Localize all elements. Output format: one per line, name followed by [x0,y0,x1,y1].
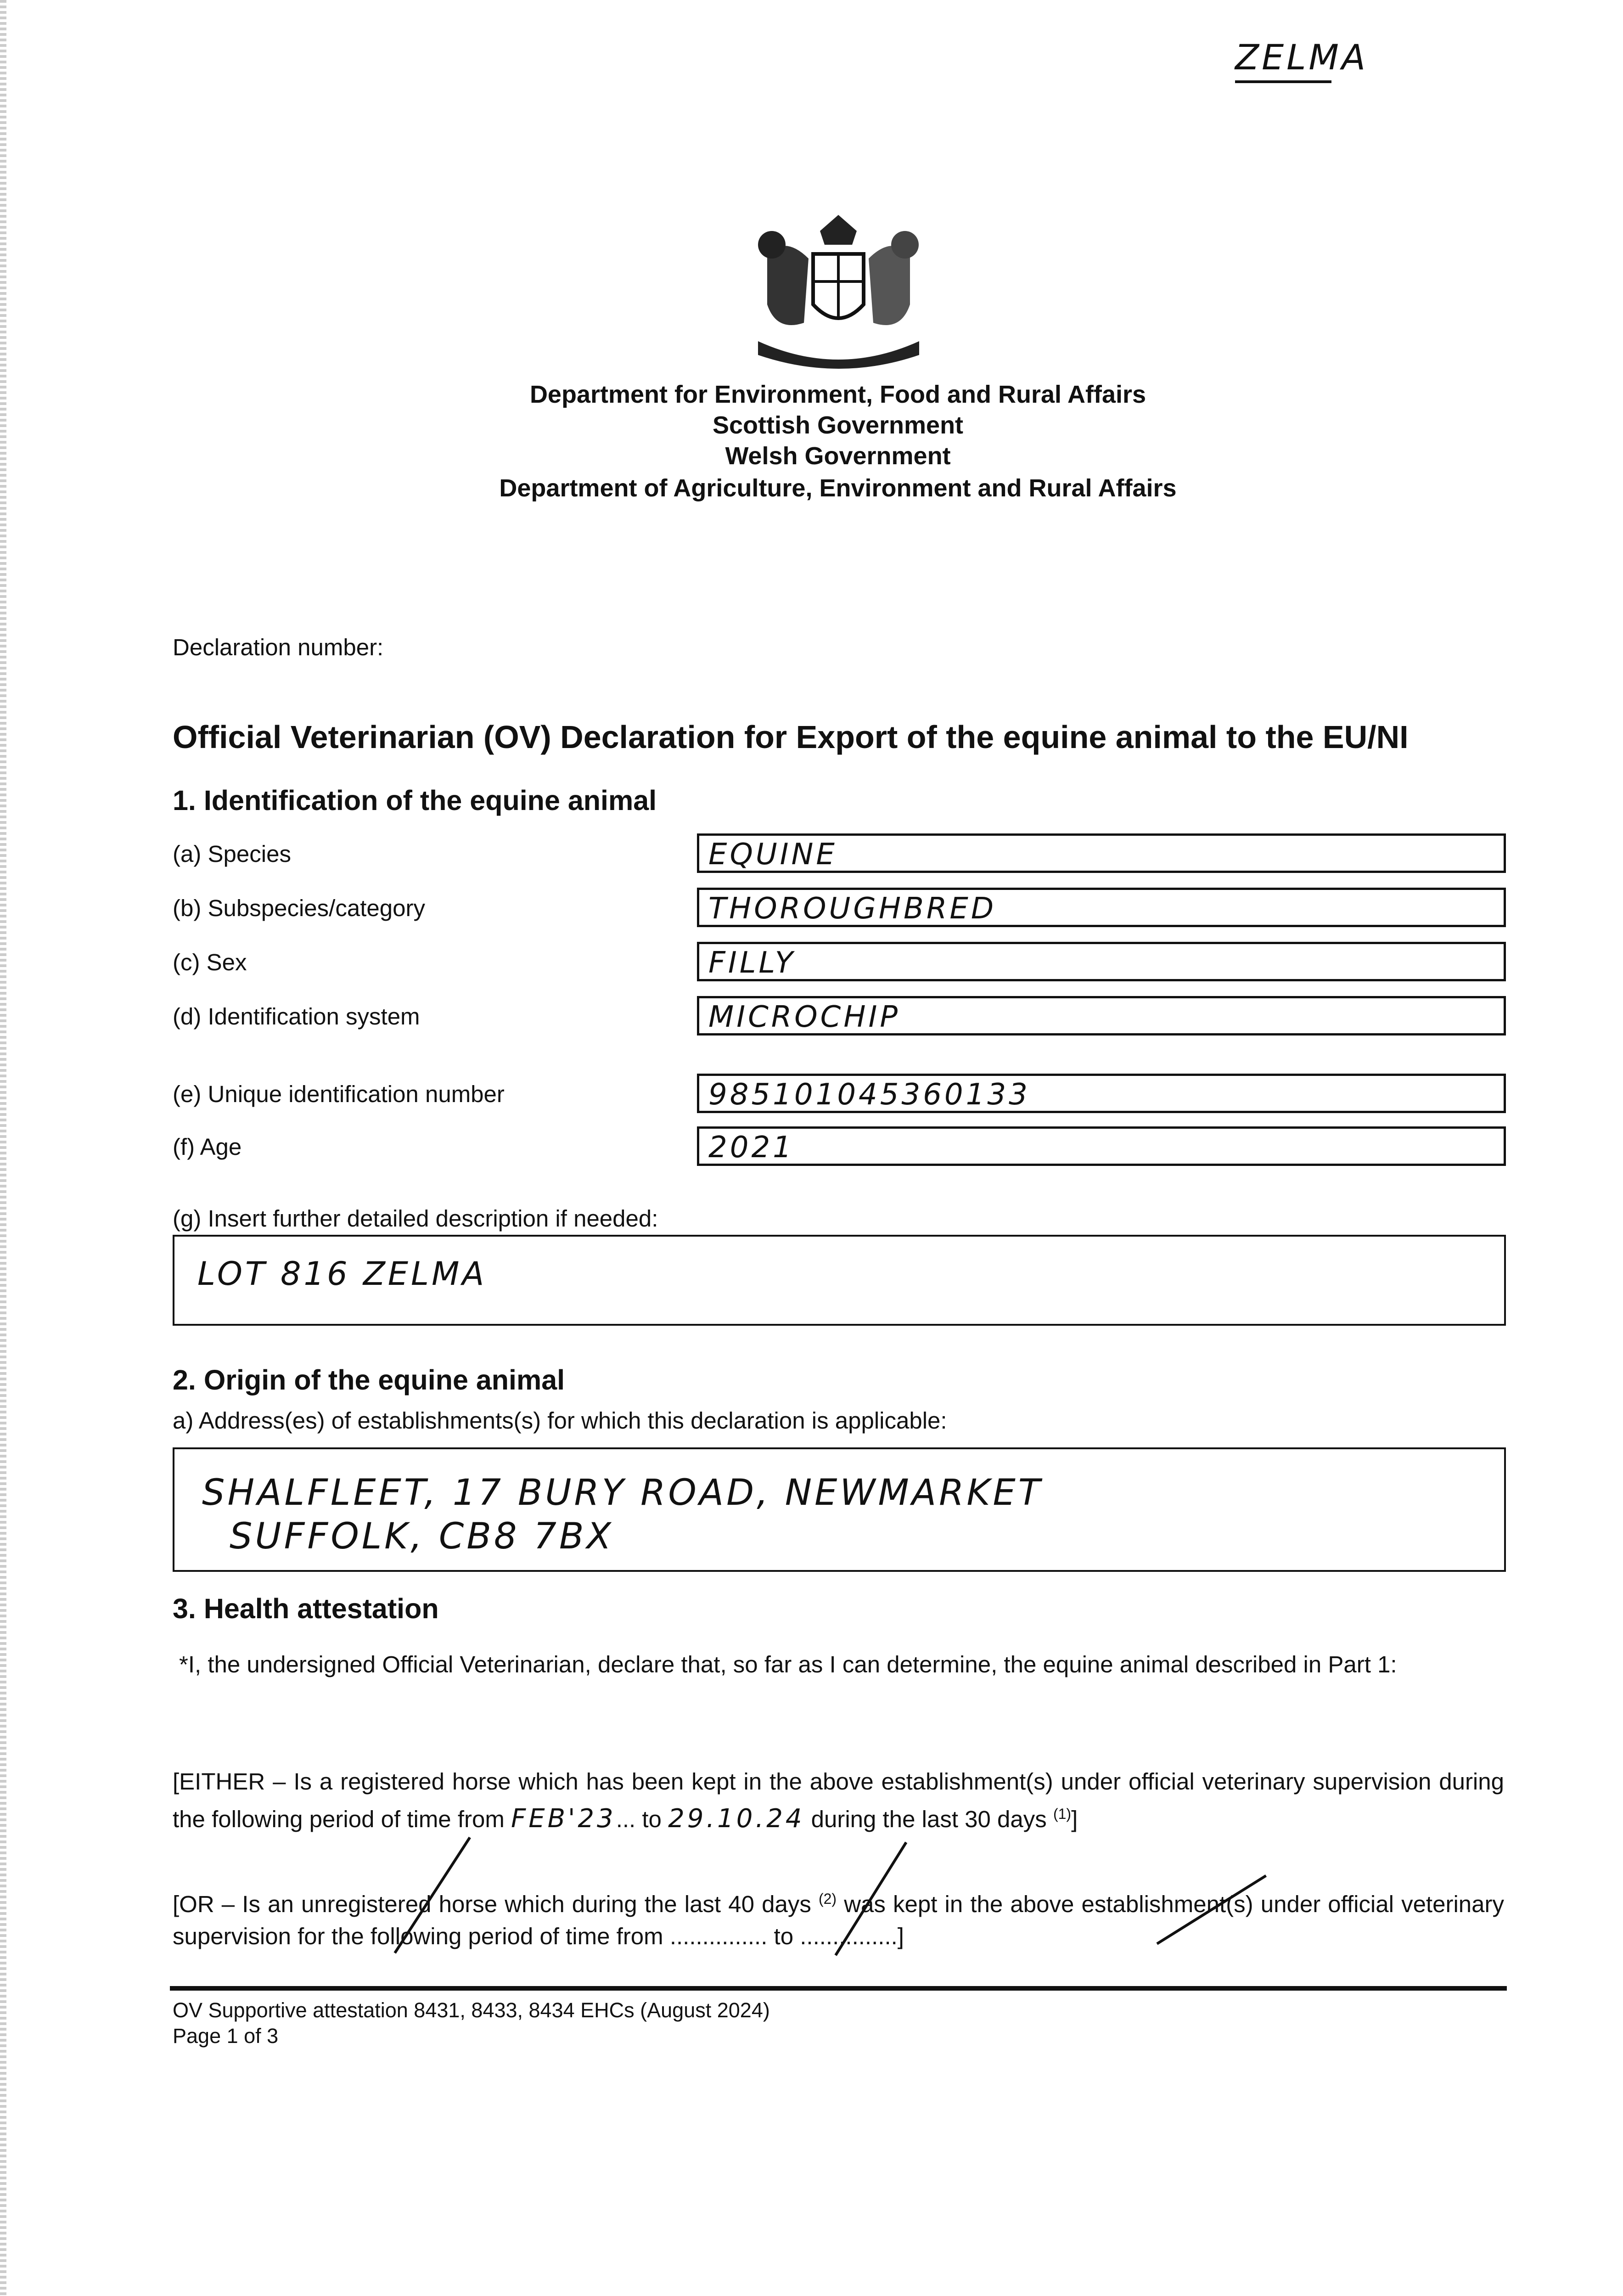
description-value: LOT 816 ZELMA [197,1255,487,1293]
or-clause [173,1883,1504,1953]
unique-id-field[interactable] [697,1074,1506,1113]
species-label: (a) Species [173,841,291,867]
sex-field[interactable] [697,942,1506,981]
declaration-number-label: Declaration number: [173,634,384,660]
either-text-2: during the last 30 days [804,1806,1053,1832]
description-label: (g) Insert further detailed description if needed: [173,1205,658,1232]
unique-id-label: (e) Unique identification number [173,1081,505,1107]
identification-system-field[interactable] [697,996,1506,1035]
species-value: EQUINE [708,838,837,872]
page-number: Page 1 of 3 [173,2024,279,2048]
species-field[interactable] [697,833,1506,873]
either-to-date: 29.10.24 [668,1804,805,1834]
section-3-heading: 3. Health attestation [173,1593,439,1624]
section-1-heading: 1. Identification of the equine animal [173,785,657,816]
age-field[interactable] [697,1126,1506,1166]
scan-edge [0,0,6,2296]
unique-id-value: 985101045360133 [708,1078,1030,1112]
department-line-1: Department for Environment, Food and Rural Affairs [529,381,1146,408]
sex-label: (c) Sex [173,949,247,975]
either-footnote: (1) [1053,1806,1072,1822]
address-field[interactable] [173,1447,1506,1572]
department-line-2: Scottish Government [712,411,964,439]
footer-divider [170,1986,1507,1991]
either-clause [173,1766,1504,1835]
address-line-1: SHALFLEET, 17 BURY ROAD, NEWMARKET [202,1472,1043,1514]
or-footnote: (2) [818,1891,837,1907]
either-text: [EITHER – Is a registered horse which has been kept in the above establishment(s) under official veterinary supervision during the following period of time from [173,1768,1504,1832]
address-label: a) Address(es) of establishments(s) for which this declaration is applicable: [173,1407,947,1434]
identification-system-value: MICROCHIP [708,1000,900,1034]
or-text: [OR – Is an unregistered horse which during the last 40 days [173,1891,819,1917]
identification-system-label: (d) Identification system [173,1003,420,1030]
health-attestation-intro: *I, the undersigned Official Veterinarian, declare that, so far as I can determine, the equine animal described in Part 1: [179,1651,1397,1677]
sex-value: FILLY [708,946,796,980]
age-label: (f) Age [173,1134,242,1160]
either-end: ] [1071,1806,1078,1832]
address-line-2: SUFFOLK, CB8 7BX [230,1516,614,1557]
age-value: 2021 [708,1131,794,1165]
department-line-3: Welsh Government [725,442,951,470]
handwritten-annotation: ZELMA [1235,37,1368,78]
document-title: Official Veterinarian (OV) Declaration for Export of the equine animal to the EU/NI [173,719,1409,755]
subspecies-label: (b) Subspecies/category [173,895,425,921]
section-2-heading: 2. Origin of the equine animal [173,1364,565,1396]
either-mid: ... to [616,1806,668,1832]
description-field[interactable] [173,1235,1506,1326]
or-text-2: was kept in the above establishment(s) under official veterinary supervision for the following period of time from ............... to ...............] [173,1891,1504,1949]
subspecies-field[interactable] [697,888,1506,927]
royal-crest-icon [740,213,938,373]
department-line-4: Department of Agriculture, Environment and Rural Affairs [499,474,1177,502]
footer-reference: OV Supportive attestation 8431, 8433, 8434 EHCs (August 2024) [173,1998,770,2022]
either-from-date: FEB'23 [511,1804,616,1834]
subspecies-value: THOROUGHBRED [708,892,997,926]
annotation-underline [1235,80,1331,83]
